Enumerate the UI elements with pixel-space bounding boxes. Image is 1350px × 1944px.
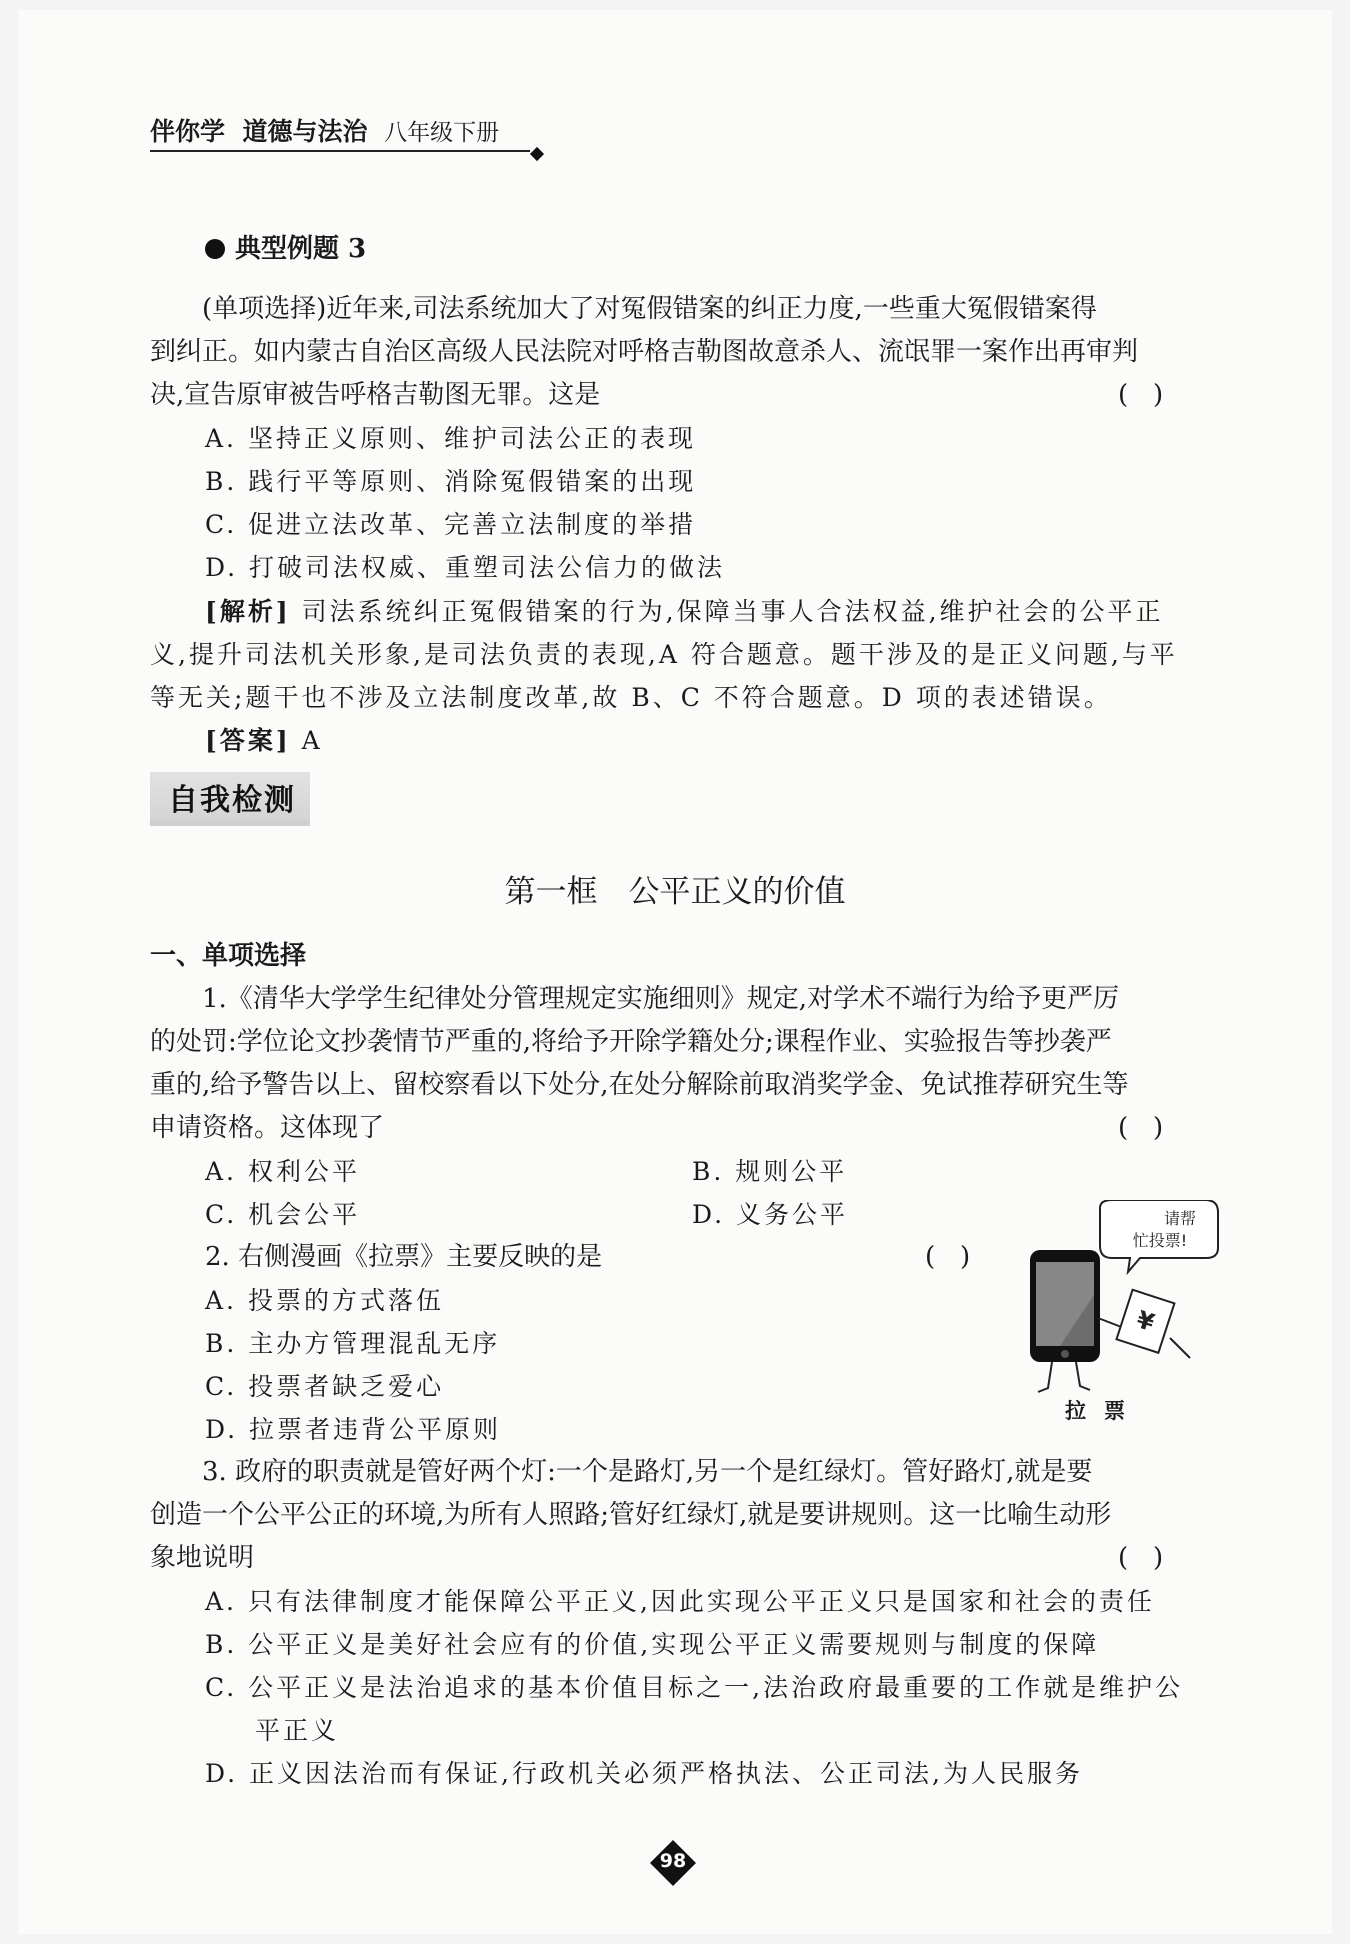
q1-option-b: B. 规则公平: [692, 1157, 848, 1186]
q1-option-d: D. 义务公平: [692, 1200, 849, 1229]
self-check-label: 自我检测: [168, 783, 296, 818]
analysis-label: [解析]: [205, 597, 291, 626]
page-number: [650, 1840, 696, 1886]
example-option-b: B. 践行平等原则、消除冤假错案的出现: [205, 467, 697, 496]
q3-line: 象地说明: [150, 1543, 255, 1573]
money-sign: [1117, 1290, 1175, 1353]
q1-line: 1.《清华大学学生纪律处分管理规定实施细则》规定,对学术不端行为给予更严厉: [202, 984, 1120, 1014]
answer-bracket: ( ): [1118, 380, 1164, 410]
yuan-symbol: ¥: [1133, 1305, 1158, 1338]
example-title: [205, 228, 366, 265]
q3-line: 创造一个公平公正的环境,为所有人照路;管好红绿灯,就是要讲规则。这一比喻生动形: [150, 1500, 1112, 1530]
subject-title: 道德与法治: [242, 117, 368, 146]
answer-line: [205, 719, 323, 762]
q1-option-c: C. 机会公平: [205, 1200, 361, 1229]
answer-bracket: ( ): [1118, 1543, 1164, 1573]
answer-bracket: ( ): [1118, 1113, 1164, 1143]
analysis-text: 司法系统纠正冤假错案的行为,保障当事人合法权益,维护社会的公平正: [301, 597, 1164, 626]
page-number-text: 98: [659, 1850, 687, 1872]
book-title: 伴你学: [150, 117, 226, 146]
example-stem-line: 决,宣告原审被告呼格吉勒图无罪。这是: [150, 380, 601, 410]
self-check-badge: [150, 772, 310, 826]
analysis-line-2: 义,提升司法机关形象,是司法负责的表现,A 符合题意。题干涉及的是正义问题,与平: [150, 640, 1178, 669]
bullet-icon: [205, 239, 225, 259]
q2-option-d: D. 拉票者违背公平原则: [205, 1415, 502, 1444]
q1-option-a: A. 权利公平: [205, 1157, 360, 1186]
q2-option-a: A. 投票的方式落伍: [205, 1286, 444, 1315]
q2-option-c: C. 投票者缺乏爱心: [205, 1372, 445, 1401]
q3-option-a: A. 只有法律制度才能保障公平正义,因此实现公平正义只是国家和社会的责任: [205, 1587, 1155, 1616]
bubble-text-2: 忙投票!: [1132, 1231, 1188, 1250]
q3-option-c-cont: 平正义: [255, 1716, 340, 1745]
cartoon-caption: 拉票: [1065, 1399, 1143, 1423]
example-option-a: A. 坚持正义原则、维护司法公正的表现: [205, 424, 696, 453]
q1-line: 重的,给予警告以上、留校察看以下处分,在处分解除前取消奖学金、免试推荐研究生等: [150, 1070, 1129, 1100]
bubble-text-1: 请帮: [1163, 1209, 1197, 1228]
running-header: [150, 112, 530, 152]
section-title: 第一框 公平正义的价值: [504, 874, 846, 910]
example-stem-line: 到纠正。如内蒙古自治区高级人民法院对呼格吉勒图故意杀人、流氓罪一案作出再审判: [150, 337, 1139, 367]
q1-line: 申请资格。这体现了: [150, 1113, 385, 1143]
q1-line: 的处罚:学位论文抄袭情节严重的,将给予开除学籍处分;课程作业、实验报告等抄袭严: [150, 1027, 1112, 1057]
analysis-line-3: 等无关;题干也不涉及立法制度改革,故 B、C 不符合题意。D 项的表述错误。: [150, 683, 1112, 712]
q2-option-b: B. 主办方管理混乱无序: [205, 1329, 501, 1358]
part-title: 一、单项选择: [150, 941, 307, 971]
example-option-d: D. 打破司法权威、重塑司法公信力的做法: [205, 553, 726, 582]
grade-label: 八年级下册: [384, 120, 500, 146]
analysis-line-1: [205, 590, 1164, 633]
q2-stem: 2. 右侧漫画《拉票》主要反映的是: [205, 1242, 603, 1272]
example-option-c: C. 促进立法改革、完善立法制度的举措: [205, 510, 697, 539]
answer-bracket: ( ): [925, 1242, 971, 1272]
answer-value: A: [301, 726, 323, 755]
q3-option-b: B. 公平正义是美好社会应有的价值,实现公平正义需要规则与制度的保障: [205, 1630, 1100, 1659]
example-title-text: 典型例题 3: [235, 234, 367, 264]
example-stem-line: (单项选择)近年来,司法系统加大了对冤假错案的纠正力度,一些重大冤假错案得: [202, 294, 1097, 324]
q3-line: 3. 政府的职责就是管好两个灯:一个是路灯,另一个是红绿灯。管好路灯,就是要: [202, 1457, 1093, 1487]
q3-option-d: D. 正义因法治而有保证,行政机关必须严格执法、公正司法,为人民服务: [205, 1759, 1083, 1788]
answer-label: [答案]: [205, 726, 291, 755]
q3-option-c: C. 公平正义是法治追求的基本价值目标之一,法治政府最重要的工作就是维护公: [205, 1673, 1184, 1702]
